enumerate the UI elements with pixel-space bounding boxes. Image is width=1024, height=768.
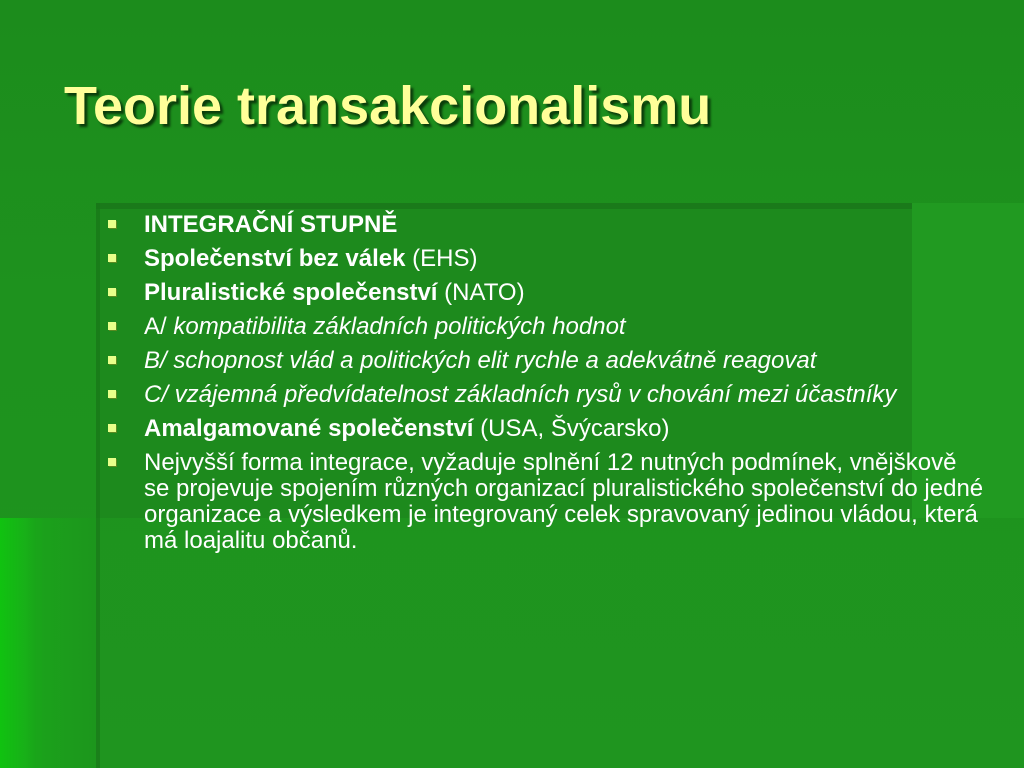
square-bullet-icon <box>108 254 116 262</box>
bullet-item <box>104 280 984 306</box>
bullet-normal-text: Nejvyšší forma integrace, vyžaduje splnění 12 nutných podmínek, vnějškově se projevuje spojením různých organizací pluralistického společenství do jedné organizace a výsledkem je integrovaný celek spravovaný jedinou vládou, která má loajalitu občanů. <box>144 449 984 554</box>
decorative-panel-left-inner <box>36 518 96 768</box>
bullet-item <box>104 382 984 408</box>
bullet-list <box>104 212 984 562</box>
bullet-item <box>104 314 984 340</box>
bullet-item <box>104 450 984 554</box>
square-bullet-icon <box>108 356 116 364</box>
bullet-item <box>104 348 984 374</box>
bullet-item <box>104 416 984 442</box>
square-bullet-icon <box>108 390 116 398</box>
bullet-item <box>104 246 984 272</box>
bullet-italic-text: kompatibilita základních politických hodnot <box>173 313 626 340</box>
bullet-normal-text: A/ <box>144 313 174 340</box>
slide-title: Teorie transakcionalismu <box>64 76 712 136</box>
bullet-bold-text: INTEGRAČNÍ STUPNĚ <box>144 211 398 238</box>
bullet-italic-text: B/ schopnost vlád a politických elit rychle a adekvátně reagovat <box>144 347 817 374</box>
square-bullet-icon <box>108 220 116 228</box>
square-bullet-icon <box>108 458 116 466</box>
bullet-bold-text: Amalgamované společenství <box>144 415 474 442</box>
bullet-normal-text: (NATO) <box>437 279 525 306</box>
square-bullet-icon <box>108 288 116 296</box>
bullet-normal-text: (EHS) <box>405 245 478 272</box>
bullet-italic-text: C/ vzájemná předvídatelnost základních rysů v chování mezi účastníky <box>144 381 897 408</box>
bullet-item <box>104 212 984 238</box>
square-bullet-icon <box>108 322 116 330</box>
bullet-bold-text: Společenství bez válek <box>144 245 406 272</box>
square-bullet-icon <box>108 424 116 432</box>
bullet-normal-text: (USA, Švýcarsko) <box>473 415 670 442</box>
bullet-bold-text: Pluralistické společenství <box>144 279 438 306</box>
decorative-divider-line <box>96 203 100 768</box>
